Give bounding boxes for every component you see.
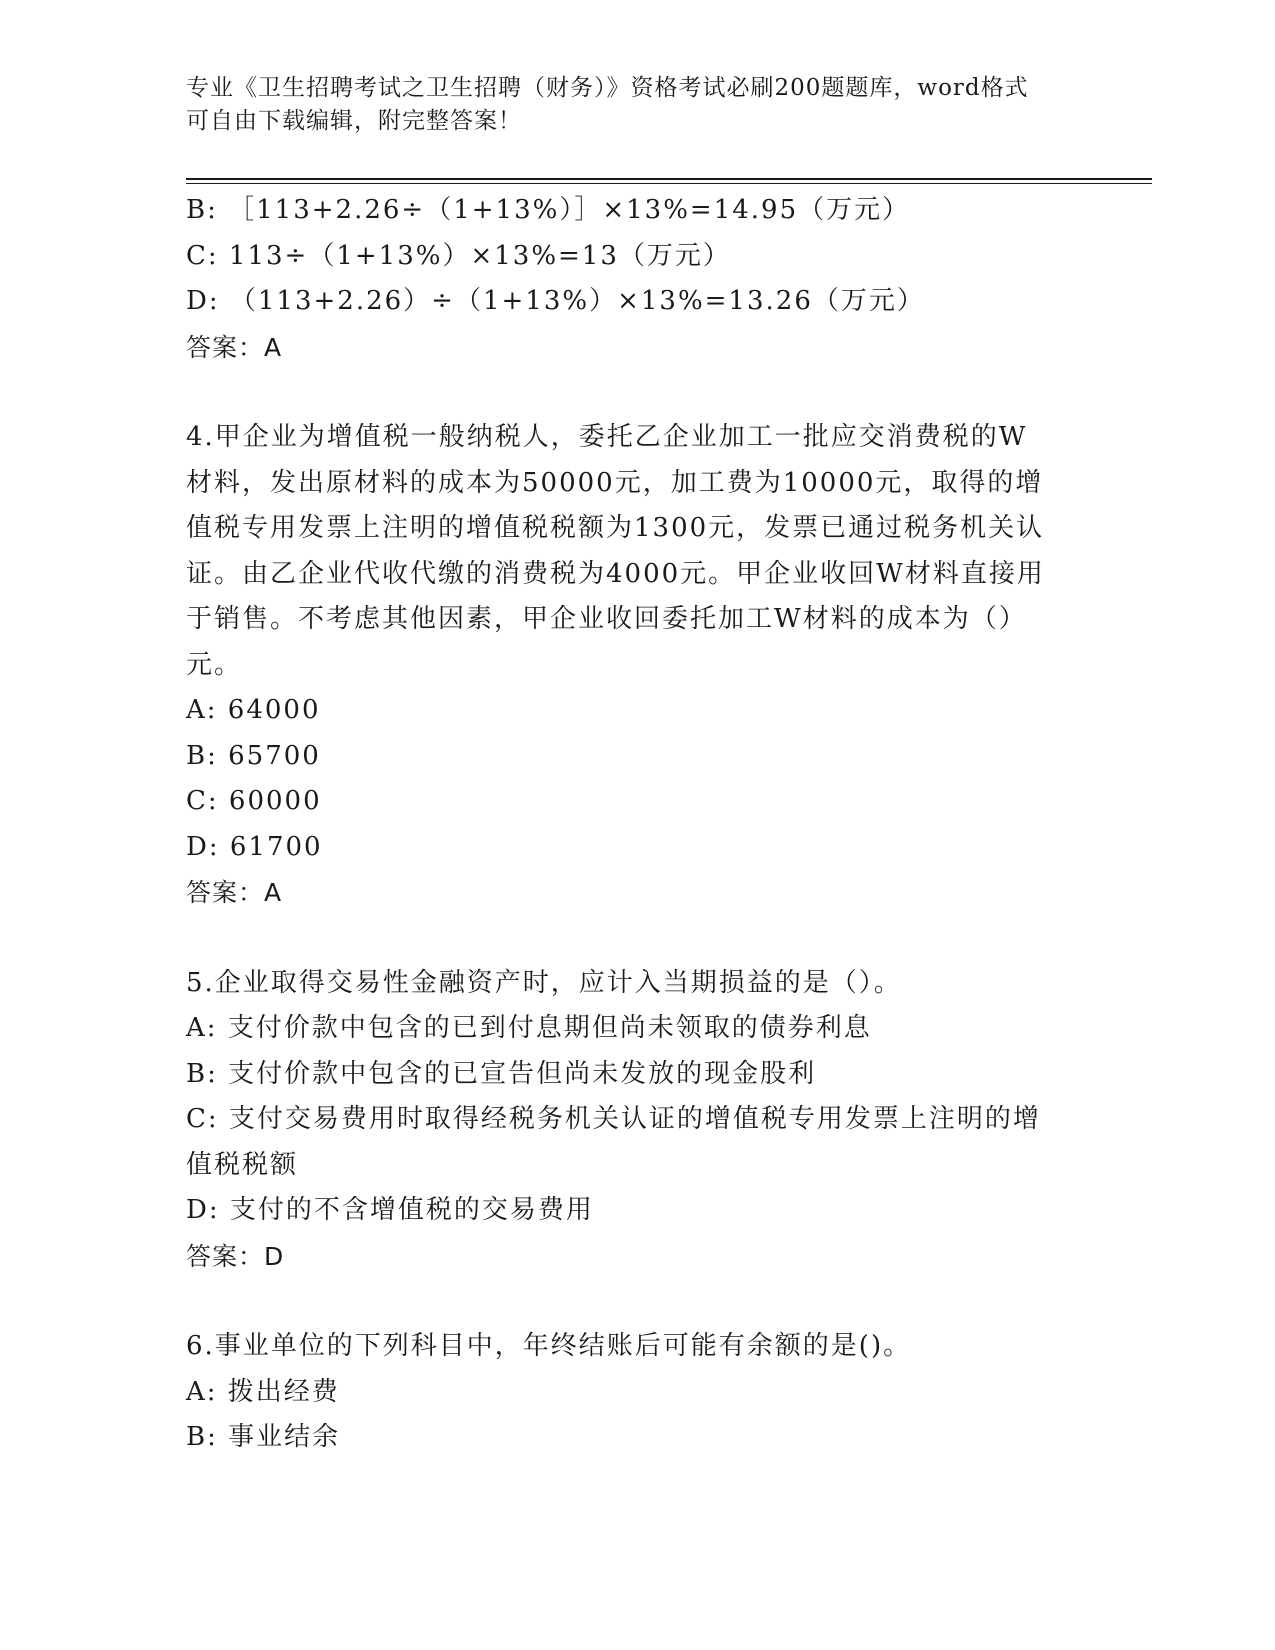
question-6 xyxy=(186,1324,1076,1461)
q5-option-b: B: 支付价款中包含的已宣告但尚未发放的现金股利 xyxy=(186,1058,817,1089)
q4-option-b: B: 65700 xyxy=(186,740,321,771)
spacer xyxy=(186,370,1076,415)
q4-answer: 答案：A xyxy=(186,878,283,907)
q5-stem: 5.企业取得交易性金融资产时，应计入当期损益的是（）。 xyxy=(186,967,902,998)
q5-answer: 答案：D xyxy=(186,1241,285,1271)
q6-option-a: A: 拨出经费 xyxy=(186,1376,340,1407)
question-content xyxy=(186,188,1076,1461)
q5-option-c-line-1: C: 支付交易费用时取得经税务机关认证的增值税专用发票上注明的增 xyxy=(186,1104,1041,1134)
q4-stem-line: 于销售。不考虑其他因素，甲企业收回委托加工W材料的成本为（） xyxy=(186,604,1027,634)
q4-option-d: D: 61700 xyxy=(186,831,323,862)
q5-option-c-line-2: 值税税额 xyxy=(186,1149,299,1180)
question-5 xyxy=(186,961,1076,1280)
q3-option-b: B: ［113+2.26÷（1+13%）］×13%=14.95（万元） xyxy=(186,195,911,225)
q4-stem-line: 元。 xyxy=(186,649,243,680)
q3-answer: 答案：A xyxy=(186,332,283,362)
q4-stem-line: 材料，发出原材料的成本为50000元，加工费为10000元，取得的增 xyxy=(186,467,1044,498)
document-header xyxy=(186,72,1086,138)
q4-option-c: C: 60000 xyxy=(186,786,322,816)
header-line-1: 专业《卫生招聘考试之卫生招聘（财务）》资格考试必刷200题题库，word格式 xyxy=(186,75,1029,101)
q6-stem: 6.事业单位的下列科目中，年终结账后可能有余额的是()。 xyxy=(186,1331,912,1361)
q5-option-d: D: 支付的不含增值税的交易费用 xyxy=(186,1195,594,1225)
spacer xyxy=(186,1279,1076,1324)
header-rule-thin xyxy=(186,183,1152,184)
q4-option-a: A: 64000 xyxy=(186,695,321,725)
header-line-2: 可自由下载编辑，附完整答案！ xyxy=(186,108,522,134)
question-3 xyxy=(186,188,1076,370)
header-rule-thick xyxy=(186,178,1152,180)
q3-option-d: D: （113+2.26）÷（1+13%）×13%=13.26（万元） xyxy=(186,286,925,316)
q4-stem-line: 4.甲企业为增值税一般纳税人，委托乙企业加工一批应交消费税的W xyxy=(186,422,1028,452)
q3-option-c: C: 113÷（1+13%）×13%=13（万元） xyxy=(186,240,731,271)
question-4 xyxy=(186,415,1076,916)
q6-option-b: B: 事业结余 xyxy=(186,1422,341,1452)
spacer xyxy=(186,916,1076,961)
q4-stem-line: 证。由乙企业代收代缴的消费税为4000元。甲企业收回W材料直接用 xyxy=(186,558,1045,589)
q5-option-a: A: 支付价款中包含的已到付息期但尚未领取的债券利息 xyxy=(186,1013,872,1043)
q4-stem-line: 值税专用发票上注明的增值税税额为1300元，发票已通过税务机关认 xyxy=(186,513,1045,543)
